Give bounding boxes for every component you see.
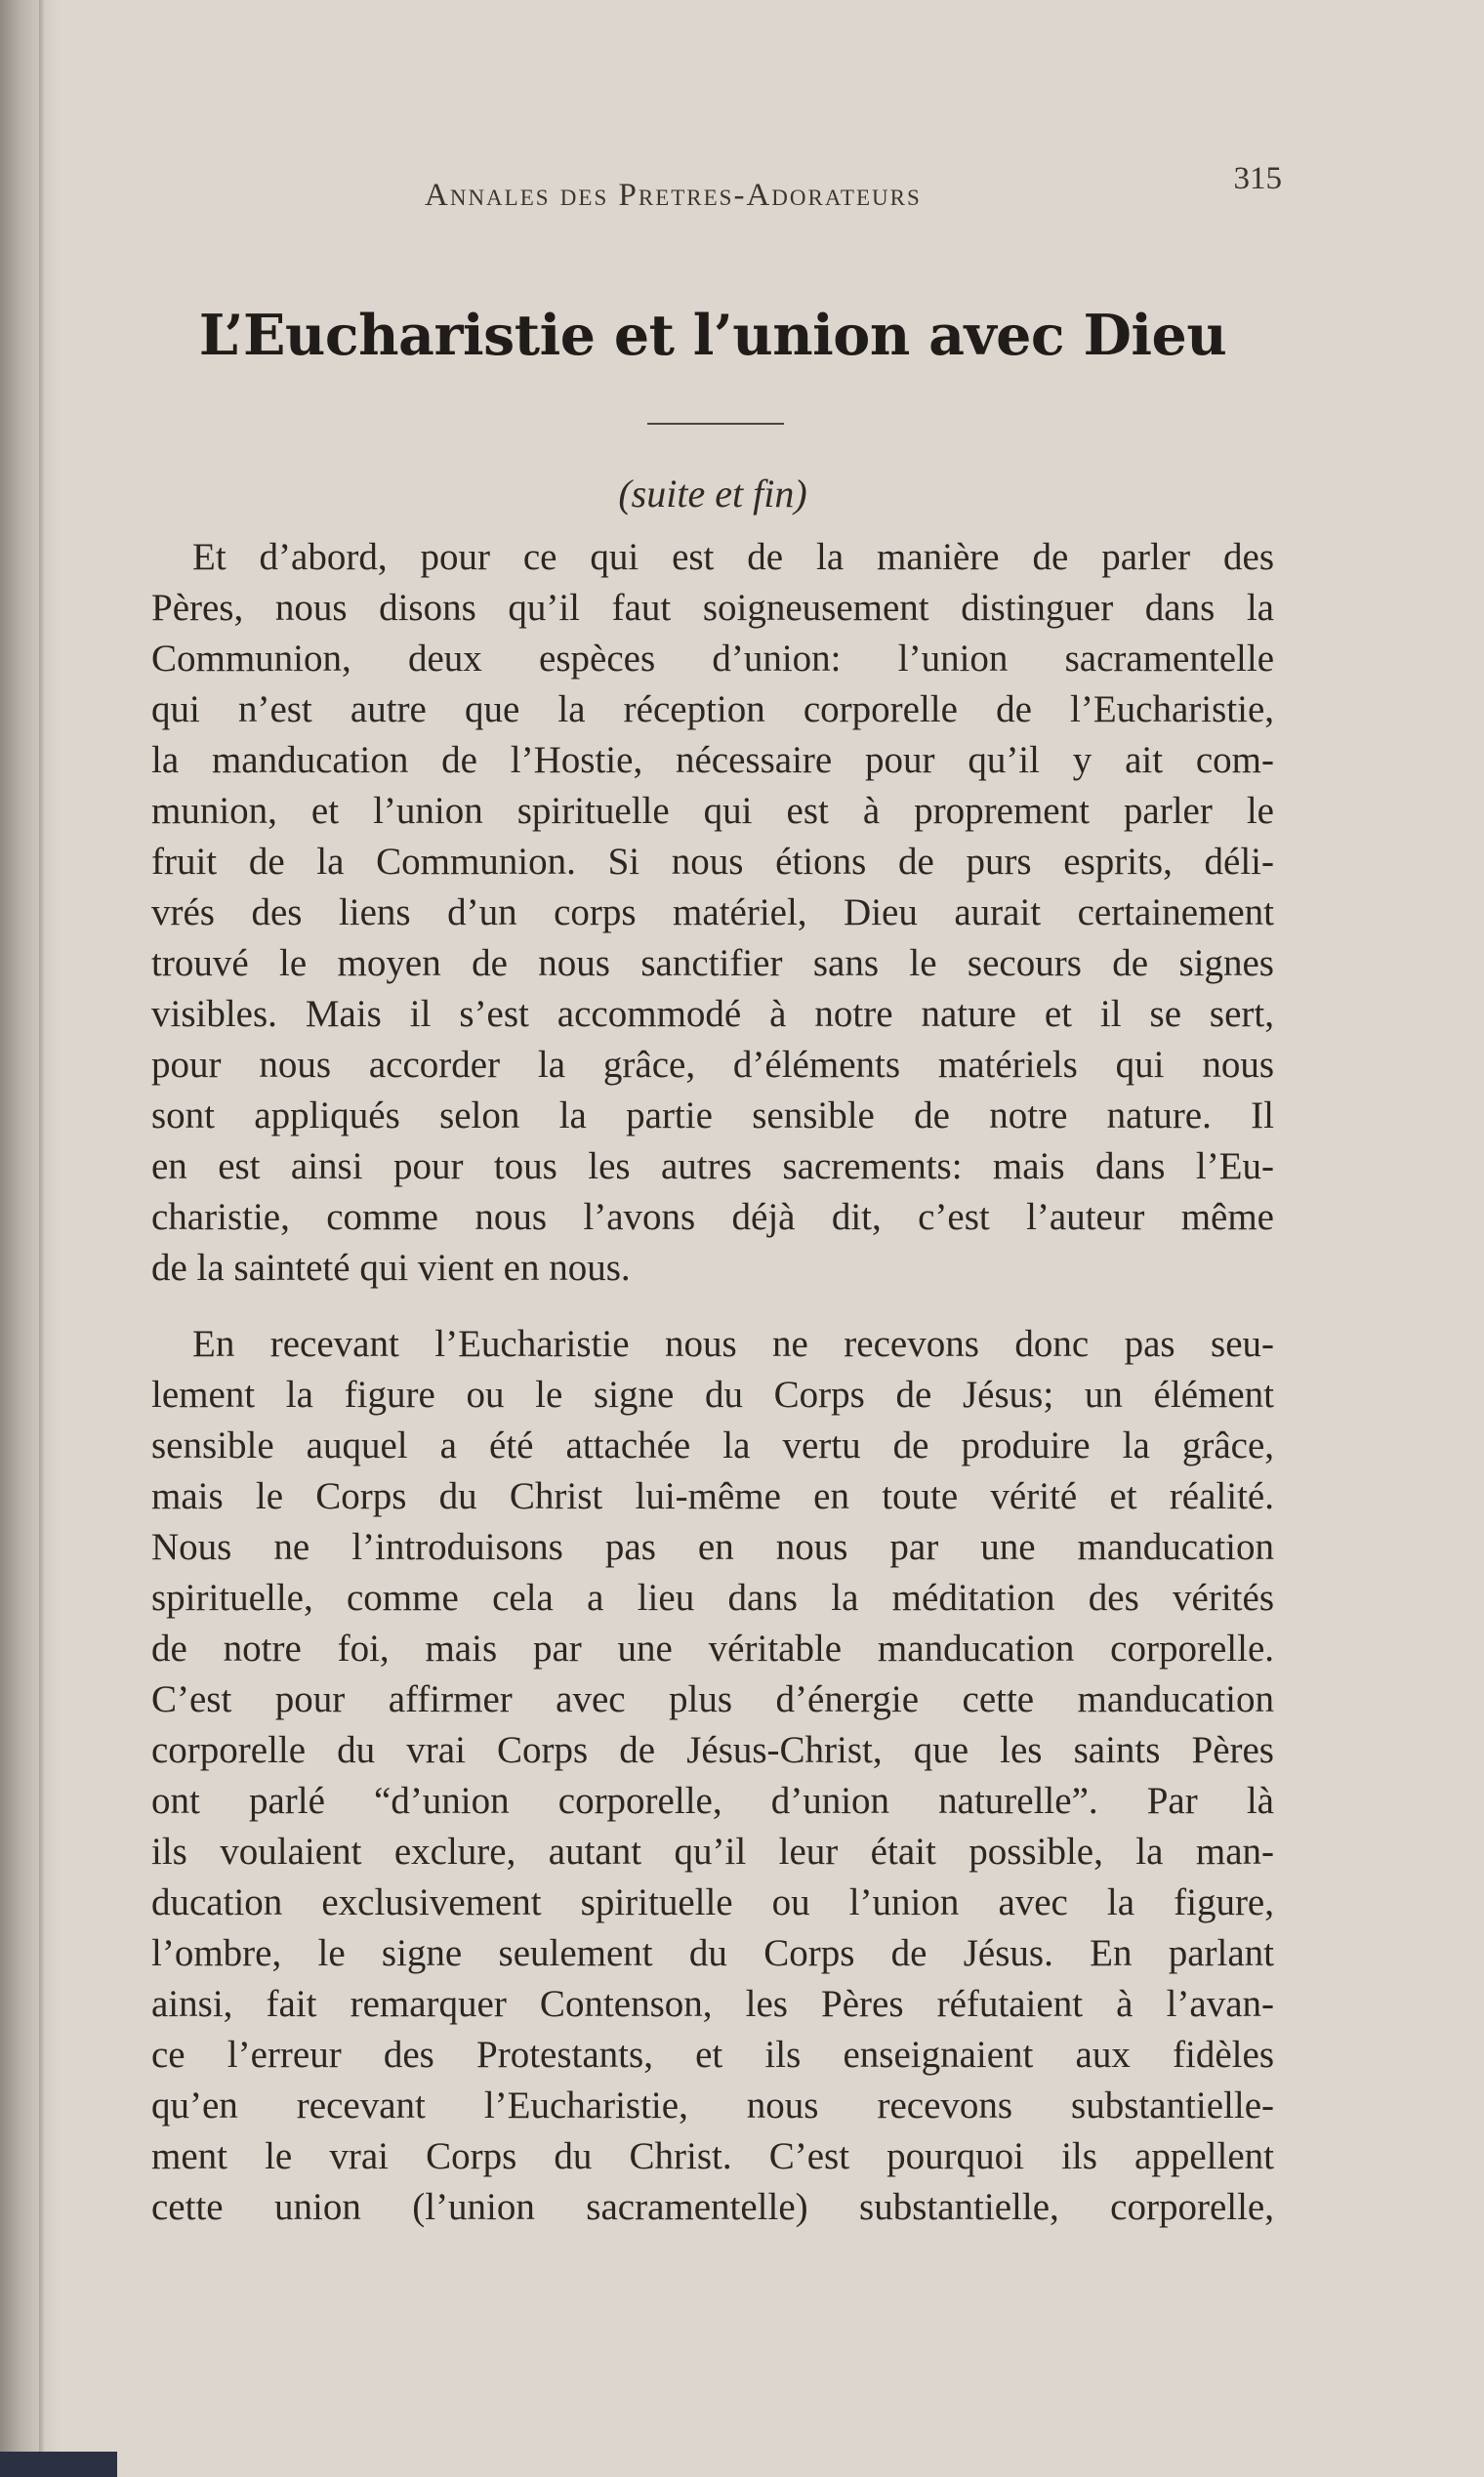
- body-text: [151, 532, 1274, 2233]
- book-cover-edge: [0, 2452, 117, 2477]
- text-line: pour nous accorder la grâce, d’éléments matériels qui nous: [151, 1044, 1274, 1086]
- book-page: [146, 146, 1282, 2392]
- article-title: L’Eucharistie et l’union avec Dieu: [198, 303, 1227, 368]
- page-fold: [39, 0, 45, 2477]
- text-line: sensible auquel a été attachée la vertu de produire la grâce,: [151, 1424, 1274, 1466]
- text-line: ducation exclusivement spirituelle ou l’union avec la figure,: [151, 1881, 1274, 1923]
- text-line: vrés des liens d’un corps matériel, Dieu aurait certainement: [151, 891, 1274, 933]
- text-line: de la sainteté qui vient en nous.: [151, 1247, 631, 1289]
- text-line: la manducation de l’Hostie, nécessaire pour qu’il y ait com-: [151, 739, 1274, 781]
- text-line: ainsi, fait remarquer Contenson, les Pères réfutaient à l’avan-: [151, 1983, 1274, 2025]
- book-binding-shadow: [0, 0, 61, 2477]
- text-line: Communion, deux espèces d’union: l’union sacramentelle: [151, 638, 1274, 680]
- text-line: corporelle du vrai Corps de Jésus-Christ, que les saints Pères: [151, 1729, 1274, 1771]
- text-line: de notre foi, mais par une véritable manducation corporelle.: [151, 1628, 1274, 1670]
- paragraph-2: [151, 1319, 1274, 2233]
- text-line: ils voulaient exclure, autant qu’il leur était possible, la man-: [151, 1831, 1274, 1873]
- text-line: lement la figure ou le signe du Corps de Jésus; un élément: [151, 1374, 1274, 1416]
- page-number: 315: [1233, 161, 1282, 196]
- text-line: fruit de la Communion. Si nous étions de purs esprits, déli-: [151, 841, 1274, 883]
- text-line: cette union (l’union sacramentelle) substantielle, corporelle,: [151, 2186, 1274, 2228]
- text-line: munion, et l’union spirituelle qui est à proprement parler le: [151, 790, 1274, 832]
- text-line: C’est pour affirmer avec plus d’énergie cette manducation: [151, 1678, 1274, 1720]
- text-line: Nous ne l’introduisons pas en nous par une manducation: [151, 1526, 1274, 1568]
- text-line: sont appliqués selon la partie sensible de notre nature. Il: [151, 1094, 1274, 1136]
- text-line: Et d’abord, pour ce qui est de la manière de parler des: [192, 536, 1274, 578]
- text-line: Pères, nous disons qu’il faut soigneusement distinguer dans la: [151, 587, 1274, 629]
- text-line: visibles. Mais il s’est accommodé à notre nature et il se sert,: [151, 993, 1274, 1035]
- text-line: spirituelle, comme cela a lieu dans la méditation des vérités: [151, 1577, 1274, 1619]
- text-line: qui n’est autre que la réception corporelle de l’Eucharistie,: [151, 688, 1274, 730]
- text-line: ce l’erreur des Protestants, et ils enseignaient aux fidèles: [151, 2034, 1274, 2076]
- text-line: l’ombre, le signe seulement du Corps de Jésus. En parlant: [151, 1932, 1274, 1974]
- text-line: qu’en recevant l’Eucharistie, nous recevons substantielle-: [151, 2085, 1274, 2126]
- text-line: charistie, comme nous l’avons déjà dit, c’est l’auteur même: [151, 1196, 1274, 1238]
- paragraph-1: [151, 532, 1274, 1294]
- text-line: mais le Corps du Christ lui-même en toute vérité et réalité.: [151, 1475, 1274, 1517]
- article-subtitle: (suite et fin): [618, 472, 807, 516]
- text-line: trouvé le moyen de nous sanctifier sans le secours de signes: [151, 942, 1274, 984]
- running-head: Annales des Pretres-Adorateurs: [425, 178, 922, 213]
- text-line: En recevant l’Eucharistie nous ne recevons donc pas seu-: [192, 1323, 1274, 1365]
- title-rule: [647, 423, 784, 425]
- text-line: en est ainsi pour tous les autres sacrements: mais dans l’Eu-: [151, 1145, 1274, 1187]
- text-line: ont parlé “d’union corporelle, d’union naturelle”. Par là: [151, 1780, 1274, 1822]
- text-line: ment le vrai Corps du Christ. C’est pourquoi ils appellent: [151, 2135, 1274, 2177]
